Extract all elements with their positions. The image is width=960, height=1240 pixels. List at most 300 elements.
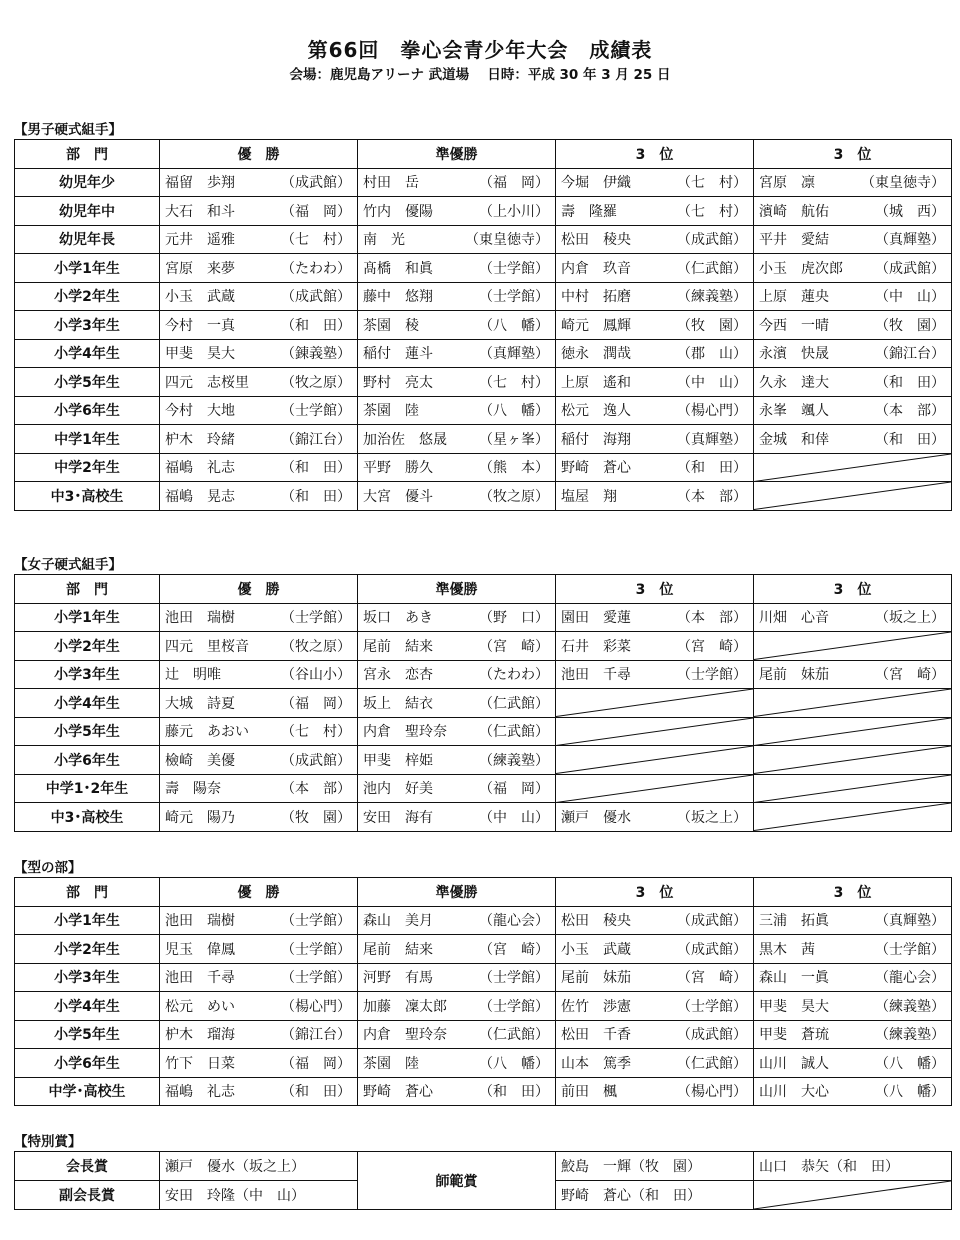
competitor-name: 今村 一真 [165,317,235,334]
competitor-name: 尾前 結来 [363,638,433,655]
division-label: 小学5年生 [15,1020,160,1049]
table-row [15,689,952,718]
competitor-name: 稲付 海翔 [561,431,631,448]
dojo-name: （士学館） [479,970,549,987]
column-header: 準優勝 [358,140,556,169]
result-cell [358,197,556,226]
dojo-name: （士学館） [281,970,351,987]
competitor-name: 徳永 潤哉 [561,346,631,363]
result-cell [160,282,358,311]
result-cell [358,311,556,340]
dojo-name: （真輝塾） [479,346,549,363]
table-row [15,254,952,283]
column-header: 部 門 [15,140,160,169]
result-cell [358,396,556,425]
result-cell [556,368,754,397]
dojo-name: （本 部） [281,781,351,798]
dojo-name: （野 口） [479,610,549,627]
competitor-name: 安田 海有 [363,809,433,826]
competitor-name: 山川 誠人 [759,1055,829,1072]
competitor-name: 佐竹 渉憲 [561,998,631,1015]
column-header: 3 位 [754,140,952,169]
competitor-name: 石井 彩菜 [561,638,631,655]
division-label: 小学4年生 [15,689,160,718]
result-cell [754,368,952,397]
dojo-name: （牧 園） [677,317,747,334]
competitor-name: 松田 稜央 [561,913,631,930]
dojo-name: （宮 崎） [677,970,747,987]
column-header: 3 位 [754,878,952,907]
result-cell [358,992,556,1021]
dojo-name: （練義塾） [875,1027,945,1044]
competitor-name: 枦木 玲緒 [165,431,235,448]
column-header: 優 勝 [160,878,358,907]
division-label: 小学6年生 [15,1049,160,1078]
competitor-name: 前田 楓 [561,1084,617,1101]
competitor-name: 藤元 あおい [165,724,249,741]
table-row [15,282,952,311]
competitor-name: 金城 和倖 [759,431,829,448]
table-row [15,963,952,992]
result-cell [358,225,556,254]
result-cell [754,168,952,197]
result-cell [358,632,556,661]
dojo-name: （牧之原） [281,638,351,655]
result-cell [160,168,358,197]
result-cell [160,717,358,746]
table-row [15,482,952,511]
competitor-name: 中村 拓磨 [561,289,631,306]
dojo-name: （たわわ） [479,667,549,684]
division-label: 小学3年生 [15,311,160,340]
competitor-name: 池田 千尋 [165,970,235,987]
division-label: 小学2年生 [15,935,160,964]
results-table [14,139,952,511]
competitor-name: 森山 美月 [363,913,433,930]
competitor-name: 崎元 鳳輝 [561,317,631,334]
division-label: 小学1年生 [15,254,160,283]
result-cell [754,339,952,368]
empty-slot [754,453,952,482]
dojo-name: （福 岡） [281,695,351,712]
table-row [15,1049,952,1078]
result-cell [358,1020,556,1049]
empty-slot [754,717,952,746]
competitor-name: 池田 瑞樹 [165,913,235,930]
dojo-name: （士学館） [281,941,351,958]
competitor-name: 竹下 日菜 [165,1055,235,1072]
result-cell [556,660,754,689]
table-row [15,425,952,454]
column-header: 優 勝 [160,140,358,169]
dojo-name: （七 村） [677,175,747,192]
section-label-special: 【特別賞】 [14,1134,82,1150]
result-cell [754,992,952,1021]
results-table [14,877,952,1106]
result-cell [358,660,556,689]
dojo-name: （練義塾） [479,752,549,769]
division-label: 中3･高校生 [15,482,160,511]
competitor-name: 福嶋 礼志 [165,1084,235,1101]
dojo-name: （仁武館） [479,1027,549,1044]
competitor-name: 加藤 凜太郎 [363,998,447,1015]
page-title: 第66回 拳心会青少年大会 成績表 [307,38,653,62]
table-row [15,603,952,632]
column-header: 準優勝 [358,575,556,604]
dojo-name: （士学館） [479,998,549,1015]
dojo-name: （龍心会） [875,970,945,987]
competitor-name: 辻 明唯 [165,667,221,684]
division-label: 小学2年生 [15,282,160,311]
president-award-label: 会長賞 [15,1152,160,1181]
dojo-name: （士学館） [281,913,351,930]
result-cell [754,396,952,425]
dojo-name: （龍心会） [479,913,549,930]
dojo-name: （成武館） [677,913,747,930]
result-cell [160,254,358,283]
dojo-name: （宮 崎） [479,638,549,655]
competitor-name: 野崎 蒼心 [561,460,631,477]
dojo-name: （七 村） [479,374,549,391]
competitor-name: 松元 めい [165,998,235,1015]
dojo-name: （牧 園） [875,317,945,334]
result-cell [556,197,754,226]
column-header: 部 門 [15,878,160,907]
competitor-name: 甲斐 昊大 [165,346,235,363]
competitor-name: 久永 達大 [759,374,829,391]
dojo-name: （宮 崎） [875,667,945,684]
dojo-name: （中 山） [677,374,747,391]
result-cell [160,906,358,935]
dojo-name: （和 田） [281,1084,351,1101]
competitor-name: 福嶋 礼志 [165,460,235,477]
dojo-name: （錦江台） [281,431,351,448]
competitor-name: 池田 千尋 [561,667,631,684]
result-cell [160,396,358,425]
dojo-name: （真輝塾） [875,913,945,930]
dojo-name: （仁武館） [677,1055,747,1072]
competitor-name: 池内 好美 [363,781,433,798]
empty-slot [556,689,754,718]
competitor-name: 村田 岳 [363,175,419,192]
dojo-name: （成武館） [281,175,351,192]
competitor-name: 尾前 妹茄 [561,970,631,987]
column-header: 3 位 [556,575,754,604]
result-cell [358,482,556,511]
result-cell [556,168,754,197]
result-cell [556,906,754,935]
dojo-name: （楊心門） [677,1084,747,1101]
division-label: 小学3年生 [15,963,160,992]
result-cell [160,1049,358,1078]
competitor-name: 上原 蓮央 [759,289,829,306]
column-header: 3 位 [754,575,952,604]
dojo-name: （練義塾） [875,998,945,1015]
competitor-name: 山本 篤季 [561,1055,631,1072]
dojo-name: （東皇徳寺） [861,175,945,192]
result-cell [160,482,358,511]
dojo-name: （楊心門） [677,403,747,420]
dojo-name: （和 田） [281,488,351,505]
competitor-name: 加治佐 悠晟 [363,431,447,448]
dojo-name: （練義塾） [677,289,747,306]
result-cell [754,963,952,992]
competitor-name: 上原 遙和 [561,374,631,391]
competitor-name: 園田 愛蓮 [561,610,631,627]
dojo-name: （成武館） [677,1027,747,1044]
dojo-name: （本 部） [677,488,747,505]
competitor-name: 松元 逸人 [561,403,631,420]
result-cell [556,632,754,661]
competitor-name: 河野 有馬 [363,970,433,987]
result-cell [160,225,358,254]
competitor-name: 永濱 快晟 [759,346,829,363]
result-cell [358,774,556,803]
result-cell [556,396,754,425]
table-row [15,453,952,482]
results-table [14,574,952,832]
competitor-name: 黒木 茜 [759,941,815,958]
result-cell [160,689,358,718]
division-label: 小学4年生 [15,992,160,1021]
dojo-name: （仁武館） [479,695,549,712]
dojo-name: （和 田） [281,460,351,477]
competitor-name: 三浦 拓眞 [759,913,829,930]
result-cell [556,803,754,832]
competitor-name: 内倉 玖音 [561,260,631,277]
result-cell [160,935,358,964]
empty-slot [556,774,754,803]
division-label: 小学2年生 [15,632,160,661]
shihan-award-winner-1: 鮫島 一輝（牧 園） [556,1152,754,1181]
result-cell [358,368,556,397]
result-cell [358,453,556,482]
competitor-name: 内倉 聖玲奈 [363,1027,447,1044]
result-cell [754,225,952,254]
empty-slot [754,1181,952,1210]
dojo-name: （錦江台） [875,346,945,363]
competitor-name: 大石 和斗 [165,203,235,220]
competitor-name: 今村 大地 [165,403,235,420]
table-row [15,396,952,425]
section-label: 【型の部】 [14,860,82,876]
dojo-name: （福 岡） [281,203,351,220]
result-cell [160,963,358,992]
result-cell [160,746,358,775]
competitor-name: 竹内 優陽 [363,203,433,220]
section-label: 【男子硬式組手】 [14,122,122,138]
result-cell [754,254,952,283]
competitor-name: 内倉 聖玲奈 [363,724,447,741]
result-cell [358,1049,556,1078]
result-cell [754,906,952,935]
empty-slot [556,746,754,775]
dojo-name: （士学館） [875,941,945,958]
competitor-name: 小玉 虎次郎 [759,260,843,277]
competitor-name: 甲斐 梓姫 [363,752,433,769]
competitor-name: 四元 里桜音 [165,638,249,655]
table-row [15,803,952,832]
table-row [15,906,952,935]
competitor-name: 檢崎 美優 [165,752,235,769]
result-cell [556,935,754,964]
table-row [15,1077,952,1106]
table-row [15,339,952,368]
result-cell [556,482,754,511]
dojo-name: （成武館） [677,232,747,249]
result-cell [160,603,358,632]
competitor-name: 壽 隆羅 [561,203,617,220]
competitor-name: 池田 瑞樹 [165,610,235,627]
dojo-name: （成武館） [677,941,747,958]
competitor-name: 児玉 偉鳳 [165,941,235,958]
competitor-name: 茶園 陸 [363,1055,419,1072]
competitor-name: 壽 陽奈 [165,781,221,798]
competitor-name: 森山 一眞 [759,970,829,987]
dojo-name: （中 山） [875,289,945,306]
division-label: 小学5年生 [15,368,160,397]
result-cell [556,963,754,992]
dojo-name: （坂之上） [875,610,945,627]
dojo-name: （宮 崎） [677,638,747,655]
table-row [15,311,952,340]
result-cell [556,1049,754,1078]
division-label: 小学5年生 [15,717,160,746]
division-label: 中学1年生 [15,425,160,454]
competitor-name: 福留 歩翔 [165,175,235,192]
dojo-name: （郡 山） [677,346,747,363]
result-cell [358,935,556,964]
competitor-name: 甲斐 蒼琉 [759,1027,829,1044]
result-cell [556,225,754,254]
result-cell [556,311,754,340]
competitor-name: 福嶋 晃志 [165,488,235,505]
page-subtitle: 会場：鹿児島アリーナ 武道場 日時：平成 30 年 3 月 25 日 [289,67,671,83]
empty-slot [754,774,952,803]
competitor-name: 濱崎 航佑 [759,203,829,220]
result-cell [160,311,358,340]
result-cell [160,368,358,397]
result-cell [556,1077,754,1106]
competitor-name: 今堀 伊織 [561,175,631,192]
competitor-name: 甲斐 昊大 [759,998,829,1015]
table-row [15,368,952,397]
competitor-name: 稲付 蓮斗 [363,346,433,363]
competitor-name: 尾前 妹茄 [759,667,829,684]
competitor-name: 茶園 陸 [363,403,419,420]
dojo-name: （八 幡） [875,1055,945,1072]
empty-slot [754,689,952,718]
competitor-name: 宮原 凛 [759,175,815,192]
competitor-name: 枦木 瑠海 [165,1027,235,1044]
division-label: 中学2年生 [15,453,160,482]
result-cell [556,453,754,482]
competitor-name: 松田 千香 [561,1027,631,1044]
dojo-name: （福 岡） [479,175,549,192]
column-header: 部 門 [15,575,160,604]
competitor-name: 坂口 あき [363,610,433,627]
dojo-name: （星ヶ峯） [479,431,549,448]
result-cell [160,774,358,803]
dojo-name: （成武館） [281,752,351,769]
competitor-name: 髙橋 和眞 [363,260,433,277]
competitor-name: 四元 志桜里 [165,374,249,391]
table-row [15,935,952,964]
result-cell [160,632,358,661]
dojo-name: （士学館） [281,610,351,627]
empty-slot [556,717,754,746]
dojo-name: （中 山） [479,809,549,826]
dojo-name: （本 部） [875,403,945,420]
competitor-name: 小玉 武蔵 [165,289,235,306]
table-row [15,774,952,803]
dojo-name: （成武館） [875,260,945,277]
dojo-name: （城 西） [875,203,945,220]
dojo-name: （和 田） [677,460,747,477]
dojo-name: （八 幡） [479,1055,549,1072]
dojo-name: （士学館） [479,289,549,306]
competitor-name: 瀬戸 優水 [561,809,631,826]
shihan-award-winner-3: 野崎 蒼心（和 田） [556,1181,754,1210]
vice-president-award-winner: 安田 玲隆（中 山） [160,1181,358,1210]
division-label: 小学6年生 [15,396,160,425]
column-header: 優 勝 [160,575,358,604]
empty-slot [754,482,952,511]
result-cell [556,603,754,632]
dojo-name: （八 幡） [479,403,549,420]
result-cell [160,339,358,368]
result-cell [358,963,556,992]
result-cell [754,1049,952,1078]
result-cell [754,603,952,632]
result-cell [754,1020,952,1049]
division-label: 小学6年生 [15,746,160,775]
dojo-name: （八 幡） [875,1084,945,1101]
division-label: 小学1年生 [15,603,160,632]
result-cell [754,197,952,226]
dojo-name: （錦江台） [281,1027,351,1044]
dojo-name: （七 村） [281,724,351,741]
result-cell [754,935,952,964]
table-row [15,197,952,226]
dojo-name: （和 田） [875,431,945,448]
result-cell [160,803,358,832]
dojo-name: （東皇徳寺） [465,232,549,249]
competitor-name: 尾前 結来 [363,941,433,958]
dojo-name: （士学館） [281,403,351,420]
competitor-name: 平野 勝久 [363,460,433,477]
result-cell [160,660,358,689]
column-header: 3 位 [556,878,754,907]
dojo-name: （真輝塾） [875,232,945,249]
division-label: 小学3年生 [15,660,160,689]
dojo-name: （牧 園） [281,809,351,826]
division-label: 幼児年中 [15,197,160,226]
table-row [15,225,952,254]
result-cell [754,425,952,454]
division-label: 中学･高校生 [15,1077,160,1106]
dojo-name: （真輝塾） [677,431,747,448]
competitor-name: 山川 大心 [759,1084,829,1101]
result-cell [160,453,358,482]
result-cell [556,425,754,454]
dojo-name: （錬義塾） [281,346,351,363]
dojo-name: （八 幡） [479,317,549,334]
result-cell [160,992,358,1021]
result-cell [358,168,556,197]
competitor-name: 川畑 心音 [759,610,829,627]
result-cell [556,282,754,311]
